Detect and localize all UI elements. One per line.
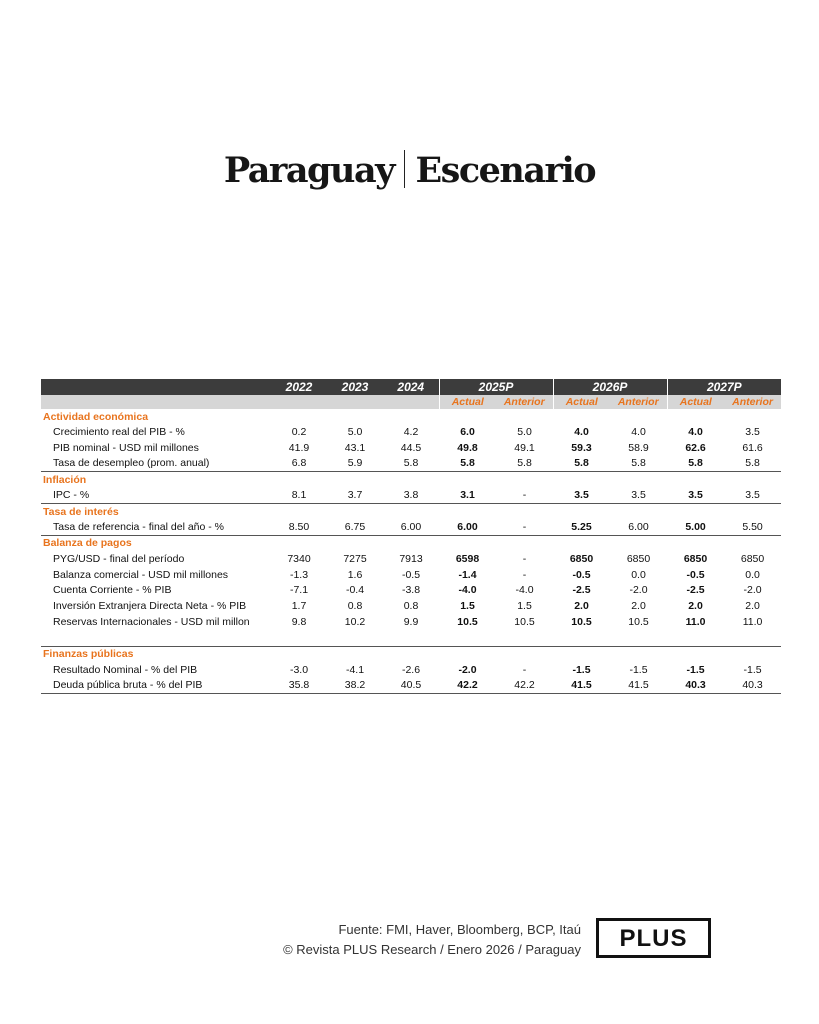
subheader-anterior: Anterior	[724, 395, 781, 409]
cell-actual: -1.4	[458, 568, 477, 581]
cell: -	[522, 568, 527, 581]
cell-actual: 10.5	[571, 616, 592, 629]
header-projection-year: 2025P	[439, 379, 553, 395]
row-label: Cuenta Corriente - % PIB	[53, 584, 172, 597]
cell: -4.1	[345, 663, 365, 676]
cell: 2.0	[631, 600, 646, 613]
table-row	[41, 614, 781, 630]
subheader-row	[41, 395, 781, 409]
cell: -	[522, 489, 527, 502]
cell-actual: 6.0	[460, 425, 475, 438]
cell-actual	[667, 630, 724, 646]
cell: 5.8	[631, 457, 646, 470]
header-year: 2023	[327, 379, 383, 395]
cell: 7913	[399, 552, 423, 565]
cell: 11.0	[742, 616, 763, 629]
cell: 8.50	[288, 521, 310, 534]
subheader-blank	[383, 395, 439, 409]
cell: 3.5	[631, 489, 646, 502]
cell	[724, 630, 781, 646]
cell: 4.0	[631, 425, 646, 438]
subheader-blank	[327, 395, 383, 409]
header-projection-year: 2026P	[553, 379, 667, 395]
cell: -0.5	[401, 568, 421, 581]
cell: 7340	[287, 552, 311, 565]
cell-actual: 41.5	[553, 678, 610, 694]
cell: 8.1	[291, 489, 307, 502]
cell: -2.0	[743, 584, 762, 597]
section-title: Inflación	[41, 472, 781, 488]
section-header-row	[41, 472, 781, 488]
cell-actual: 42.2	[439, 678, 496, 694]
cell: 2.0	[745, 600, 760, 613]
cell-actual: 6598	[455, 552, 480, 565]
table-row	[41, 662, 781, 678]
section-title: Tasa de interés	[41, 504, 781, 520]
row-label: PIB nominal - USD mil millones	[53, 441, 199, 454]
cell-actual: -2.0	[458, 663, 477, 676]
table-row	[41, 440, 781, 456]
subheader-blank	[271, 395, 327, 409]
cell: 1.5	[517, 600, 532, 613]
cell: 43.1	[344, 441, 366, 454]
cell: 35.8	[271, 678, 327, 694]
cell: -	[522, 552, 527, 565]
cell: -2.0	[629, 584, 648, 597]
row-label	[41, 630, 271, 646]
table-row	[41, 583, 781, 599]
row-label: Tasa de desempleo (prom. anual)	[53, 457, 210, 470]
cell-actual: 1.5	[460, 600, 475, 613]
section-header-row	[41, 409, 781, 424]
cell: 6.00	[628, 521, 649, 534]
table-row	[41, 678, 781, 694]
title-country: Paraguay	[223, 150, 394, 191]
cell: -1.3	[289, 568, 309, 581]
cell-actual: 5.8	[574, 457, 589, 470]
cell-actual: -1.5	[686, 663, 705, 676]
cell-actual: 6850	[569, 552, 594, 565]
cell: -	[522, 663, 527, 676]
row-label: Crecimiento real del PIB - %	[53, 425, 185, 438]
cell-actual	[439, 630, 496, 646]
row-label: Deuda pública bruta - % del PIB	[41, 678, 271, 694]
cell: 44.5	[400, 441, 422, 454]
cell: -2.6	[401, 663, 421, 676]
row-label: Resultado Nominal - % del PIB	[53, 663, 198, 676]
cell-actual: 5.00	[685, 521, 706, 534]
cell: 3.8	[403, 489, 419, 502]
title-divider	[404, 150, 406, 188]
footer-credit: © Revista PLUS Research / Enero 2026 / Paraguay	[283, 942, 581, 957]
row-label: Reservas Internacionales - USD mil millon	[53, 616, 250, 629]
row-label: Tasa de referencia - final del año - %	[53, 521, 225, 534]
cell-actual: 49.8	[457, 441, 478, 454]
subheader-actual: Actual	[439, 395, 496, 409]
subheader-actual: Actual	[667, 395, 724, 409]
table-row	[41, 630, 781, 646]
cell: 3.5	[745, 425, 760, 438]
cell: 5.8	[517, 457, 532, 470]
cell: 6850	[740, 552, 765, 565]
cell-actual: 5.8	[688, 457, 703, 470]
cell: 49.1	[514, 441, 535, 454]
section-title: Balanza de pagos	[41, 535, 781, 551]
cell-actual: 4.0	[574, 425, 589, 438]
cell	[610, 630, 667, 646]
table-row	[41, 598, 781, 614]
cell: -0.4	[345, 584, 365, 597]
page-title	[0, 150, 819, 191]
subheader-actual: Actual	[553, 395, 610, 409]
cell-actual: 3.5	[574, 489, 589, 502]
cell: 10.2	[344, 616, 366, 629]
cell-actual: 5.8	[460, 457, 475, 470]
subheader-blank	[41, 395, 271, 409]
cell: 3.5	[745, 489, 760, 502]
cell: -1.5	[629, 663, 648, 676]
cell-actual	[553, 630, 610, 646]
cell: 9.8	[291, 616, 307, 629]
table-row	[41, 424, 781, 440]
cell: 5.0	[517, 425, 532, 438]
cell: 41.9	[288, 441, 310, 454]
cell-actual: -2.5	[686, 584, 705, 597]
section-header-row	[41, 646, 781, 662]
cell-actual: 62.6	[685, 441, 706, 454]
cell-actual: 11.0	[685, 616, 706, 629]
cell: -	[522, 521, 527, 534]
cell: 6.8	[291, 457, 307, 470]
cell-actual: -0.5	[686, 568, 705, 581]
subheader-anterior: Anterior	[496, 395, 553, 409]
cell-actual: 6850	[683, 552, 708, 565]
title-subtitle: Escenario	[415, 150, 596, 191]
cell: -1.5	[743, 663, 762, 676]
section-title: Finanzas públicas	[41, 646, 781, 662]
table-row	[41, 456, 781, 472]
cell-actual: -0.5	[572, 568, 591, 581]
cell: 40.3	[724, 678, 781, 694]
cell-actual: 2.0	[688, 600, 703, 613]
cell: 41.5	[610, 678, 667, 694]
cell: 38.2	[327, 678, 383, 694]
cell: -7.1	[289, 584, 309, 597]
cell-actual: 6.00	[457, 521, 478, 534]
cell-actual: -1.5	[572, 663, 591, 676]
cell: 42.2	[496, 678, 553, 694]
cell-actual: -4.0	[458, 584, 477, 597]
cell: 0.0	[745, 568, 760, 581]
cell: 9.9	[403, 616, 419, 629]
cell: 40.5	[383, 678, 439, 694]
cell	[496, 630, 553, 646]
row-label: Balanza comercial - USD mil millones	[53, 568, 229, 581]
cell: 5.8	[403, 457, 419, 470]
cell: -3.0	[289, 663, 309, 676]
cell	[383, 630, 439, 646]
cell-actual: 5.25	[571, 521, 592, 534]
cell: 0.0	[631, 568, 646, 581]
cell: 0.8	[403, 600, 419, 613]
table-body	[41, 409, 781, 694]
year-header-row	[41, 379, 781, 395]
cell: 3.7	[347, 489, 363, 502]
section-header-row	[41, 504, 781, 520]
cell: 10.5	[514, 616, 535, 629]
footer-credits	[200, 920, 581, 960]
cell: 4.2	[403, 425, 419, 438]
cell-actual: 40.3	[667, 678, 724, 694]
table-row	[41, 519, 781, 535]
cell: 1.7	[291, 600, 307, 613]
cell-actual: 59.3	[571, 441, 592, 454]
scenario-table-container	[41, 379, 773, 694]
footer-source: Fuente: FMI, Haver, Bloomberg, BCP, Itaú	[338, 922, 581, 937]
cell: 5.9	[347, 457, 363, 470]
scenario-table	[41, 379, 781, 694]
header-year: 2024	[383, 379, 439, 395]
cell	[327, 630, 383, 646]
section-header-row	[41, 535, 781, 551]
cell: 10.5	[628, 616, 649, 629]
header-projection-year: 2027P	[667, 379, 781, 395]
subheader-anterior: Anterior	[610, 395, 667, 409]
cell: 58.9	[628, 441, 649, 454]
cell: 6.75	[344, 521, 366, 534]
section-title: Actividad económica	[43, 410, 149, 423]
cell: 1.6	[347, 568, 363, 581]
table-row	[41, 551, 781, 567]
cell: -4.0	[515, 584, 534, 597]
cell: 6.00	[400, 521, 422, 534]
cell-actual: 3.1	[460, 489, 475, 502]
cell: 5.0	[347, 425, 363, 438]
row-label: PYG/USD - final del período	[53, 552, 185, 565]
table-row	[41, 487, 781, 503]
cell: 61.6	[742, 441, 763, 454]
plus-logo: PLUS	[596, 918, 711, 958]
cell-actual: 4.0	[688, 425, 703, 438]
cell-actual: 2.0	[574, 600, 589, 613]
cell: 5.50	[742, 521, 763, 534]
cell-actual: -2.5	[572, 584, 591, 597]
cell-actual: 10.5	[457, 616, 478, 629]
cell	[271, 630, 327, 646]
cell: 0.2	[291, 425, 307, 438]
row-label: IPC - %	[53, 489, 90, 502]
cell: -3.8	[401, 584, 421, 597]
cell: 7275	[343, 552, 367, 565]
cell: 6850	[626, 552, 651, 565]
cell: 5.8	[745, 457, 760, 470]
header-blank	[41, 379, 271, 395]
table-row	[41, 567, 781, 583]
cell: 0.8	[347, 600, 363, 613]
row-label: Inversión Extranjera Directa Neta - % PIB	[53, 600, 247, 613]
cell-actual: 3.5	[688, 489, 703, 502]
header-year: 2022	[271, 379, 327, 395]
